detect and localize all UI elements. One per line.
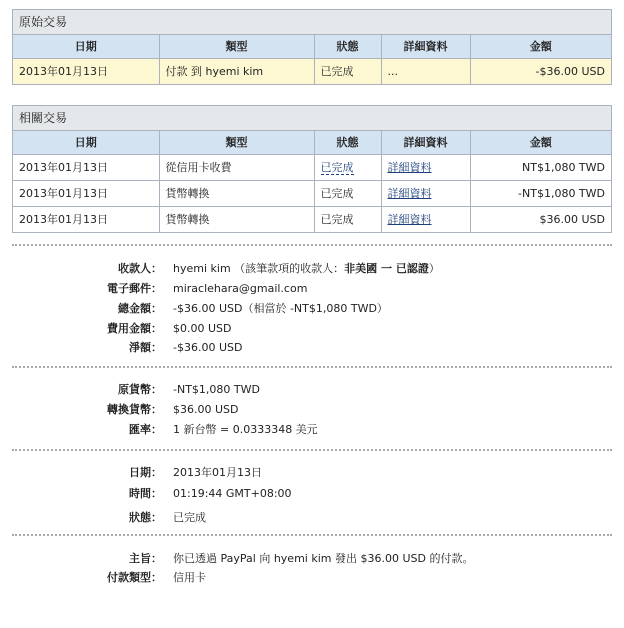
related-transactions-section: [12, 105, 612, 233]
col-header-details: 詳細資料: [381, 35, 470, 58]
table-row: [13, 206, 611, 232]
row-type: 貨幣轉換: [159, 180, 314, 206]
related-transactions-title: 相關交易: [13, 106, 611, 131]
divider: [12, 366, 612, 368]
row-date: 2013年01月13日: [13, 180, 159, 206]
divider: [12, 244, 612, 246]
row-type: 從信用卡收費: [159, 154, 314, 180]
row-status: 已完成: [314, 180, 381, 206]
date-row: [0, 463, 620, 483]
email-value: miraclehara@gmail.com: [173, 282, 308, 295]
recipient-value: [173, 259, 440, 279]
fee-row: [0, 319, 620, 339]
original-currency-row: [0, 380, 620, 400]
converted-currency-label: 轉換貨幣：: [107, 403, 162, 416]
recipient-note-prefix: （該筆款項的收款人：: [234, 262, 345, 275]
row-amount: NT$1,080 TWD: [470, 154, 611, 180]
divider: [12, 449, 612, 451]
col-header-amount: 金額: [470, 131, 611, 154]
col-header-status: 狀態: [314, 35, 381, 58]
row-date: 2013年01月13日: [13, 58, 159, 84]
col-header-details: 詳細資料: [381, 131, 470, 154]
col-header-type: 類型: [159, 35, 314, 58]
row-status: 已完成: [314, 206, 381, 232]
row-date: 2013年01月13日: [13, 154, 159, 180]
time-value: 01:19:44 GMT+08:00: [173, 487, 292, 500]
col-header-status: 狀態: [314, 131, 381, 154]
net-row: [0, 338, 620, 358]
details-link[interactable]: 詳細資料: [387, 187, 432, 200]
recipient-row: [0, 259, 620, 279]
subject-label: 主旨：: [129, 552, 162, 565]
status-row: [0, 508, 620, 528]
table-row: [13, 180, 611, 206]
payment-type-label: 付款類型：: [107, 571, 162, 584]
net-label: 淨額：: [129, 341, 162, 354]
row-details: ...: [381, 58, 470, 84]
col-header-amount: 金額: [470, 35, 611, 58]
row-status: [314, 154, 381, 180]
row-status: 已完成: [314, 58, 381, 84]
time-row: [0, 484, 620, 504]
row-amount: $36.00 USD: [539, 212, 605, 226]
converted-currency-value: $36.00 USD: [173, 403, 239, 416]
row-amount: -NT$1,080 TWD: [470, 180, 611, 206]
subject-row: [0, 549, 620, 569]
recipient-verified-status: 非美國 一 已認證: [344, 262, 429, 275]
payment-type-value: 信用卡: [173, 571, 206, 584]
email-row: [0, 279, 620, 299]
status-value: 已完成: [173, 511, 206, 524]
date-label: 日期：: [129, 466, 162, 479]
original-currency-label: 原貨幣：: [118, 383, 162, 396]
converted-currency-row: [0, 400, 620, 420]
fee-label: 費用金額：: [107, 322, 162, 335]
status-link[interactable]: 已完成: [320, 161, 354, 174]
original-transaction-section: [12, 9, 612, 85]
total-row: [0, 299, 620, 319]
details-link[interactable]: 詳細資料: [387, 161, 432, 174]
table-row: [13, 58, 611, 84]
row-amount: -$36.00 USD: [470, 58, 611, 84]
recipient-label: 收款人：: [118, 262, 162, 275]
date-value: 2013年01月13日: [173, 466, 262, 479]
subject-value: 你已透過 PayPal 向 hyemi kim 發出 $36.00 USD 的付款。: [173, 552, 474, 565]
row-details: [381, 180, 470, 206]
time-label: 時間：: [129, 487, 162, 500]
original-currency-value: -NT$1,080 TWD: [173, 383, 260, 396]
details-link[interactable]: 詳細資料: [387, 213, 432, 227]
col-header-date: 日期: [13, 131, 159, 154]
row-type: 付款 到 hyemi kim: [159, 58, 314, 84]
total-label: 總金額：: [118, 302, 162, 315]
row-date: 2013年01月13日: [13, 206, 159, 232]
original-transaction-table: [13, 35, 611, 84]
recipient-note-suffix: ）: [428, 262, 440, 275]
col-header-type: 類型: [159, 131, 314, 154]
total-value: -$36.00 USD（相當於 -NT$1,080 TWD）: [173, 302, 388, 315]
related-transactions-table: [13, 131, 611, 232]
row-details: [381, 206, 470, 232]
table-row: [13, 154, 611, 180]
fee-value: $0.00 USD: [173, 322, 232, 335]
exchange-rate-value: 1 新台幣 = 0.0333348 美元: [173, 423, 318, 436]
row-type: 貨幣轉換: [159, 206, 314, 232]
net-value: -$36.00 USD: [173, 341, 243, 354]
col-header-date: 日期: [13, 35, 159, 58]
exchange-rate-label: 匯率：: [129, 423, 162, 436]
exchange-rate-row: [0, 420, 620, 440]
original-transaction-title: 原始交易: [13, 10, 611, 35]
divider: [12, 534, 612, 536]
recipient-name: hyemi kim: [173, 262, 231, 275]
email-label: 電子郵件：: [107, 282, 162, 295]
status-label: 狀態：: [129, 511, 162, 524]
row-details: [381, 154, 470, 180]
payment-type-row: [0, 568, 620, 588]
